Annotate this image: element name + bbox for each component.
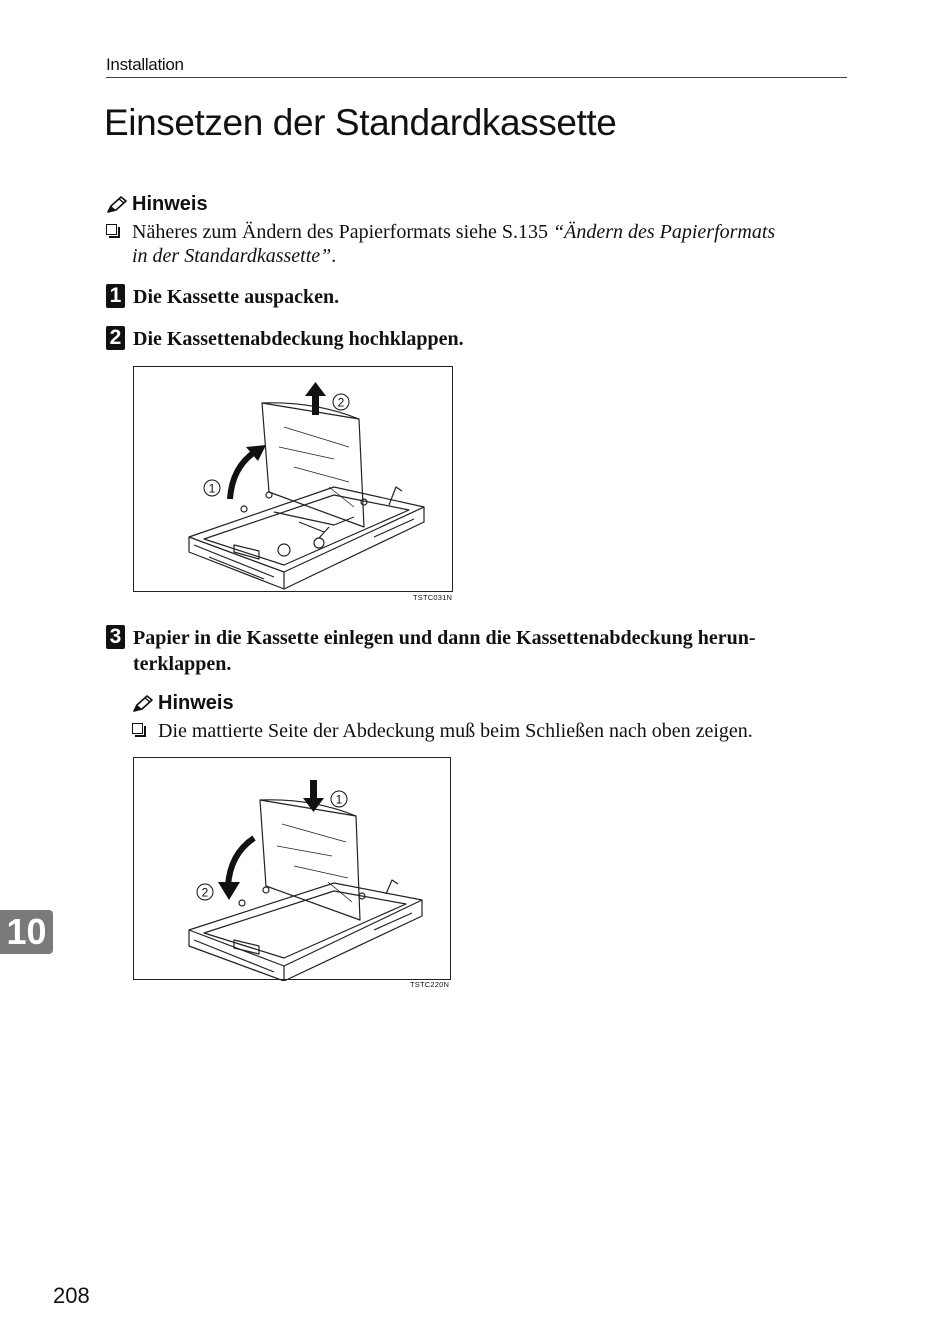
header-rule [106, 77, 847, 78]
pencil-icon [132, 695, 154, 713]
note-text: Näheres zum Ändern des Papierformats siehe S.135 [132, 221, 553, 243]
cassette-open-illustration [134, 367, 454, 593]
figure-cassette-close [133, 757, 451, 980]
step-text: Die Kassette auspacken. [133, 286, 340, 308]
figure-cassette-open [133, 366, 453, 592]
callout-1: 1 [208, 481, 216, 496]
callout-2: 2 [337, 395, 345, 410]
step-text-line-1: Papier in die Kassette einlegen und dann die Kassettenabdeckung herun- [133, 627, 756, 649]
chapter-tab: 10 [0, 910, 53, 954]
curved-arrow-icon [218, 838, 254, 900]
figure-code: TSTC031N [413, 593, 453, 602]
page-title: Einsetzen der Standardkassette [104, 102, 617, 143]
note-heading [106, 193, 208, 216]
note-item [106, 220, 851, 268]
note-text-end: . [331, 245, 337, 267]
pencil-icon [106, 196, 128, 214]
note-item [132, 719, 852, 743]
step-2 [106, 326, 464, 352]
note-reference-link[interactable]: “Ändern des Papierformats [553, 221, 776, 243]
figure-code: TSTC220N [410, 980, 450, 989]
note-reference-link-cont[interactable]: in der Standardkassette” [132, 245, 332, 267]
step-1 [106, 284, 339, 310]
checkbox-bullet-icon [106, 224, 117, 235]
section-header-label: Installation [106, 55, 184, 74]
step-text-line-2: terklappen. [133, 653, 232, 675]
note-heading [132, 692, 234, 715]
step-text: Die Kassettenabdeckung hochklappen. [133, 328, 464, 350]
note-heading-text: Hinweis [132, 193, 208, 215]
note-heading-text: Hinweis [158, 692, 234, 714]
curved-arrow-icon [230, 445, 266, 499]
callout-1: 1 [335, 792, 343, 807]
step-3 [106, 625, 851, 677]
step-number-badge: 3 [106, 625, 125, 649]
page-number: 208 [53, 1283, 90, 1308]
step-number-badge: 2 [106, 326, 125, 350]
checkbox-bullet-icon [132, 723, 143, 734]
step-text [133, 625, 755, 677]
note-text: Die mattierte Seite der Abdeckung muß beim Schließen nach oben zeigen. [158, 720, 753, 742]
callout-2: 2 [201, 885, 209, 900]
cassette-close-illustration [134, 758, 452, 981]
step-number-badge: 1 [106, 284, 125, 308]
